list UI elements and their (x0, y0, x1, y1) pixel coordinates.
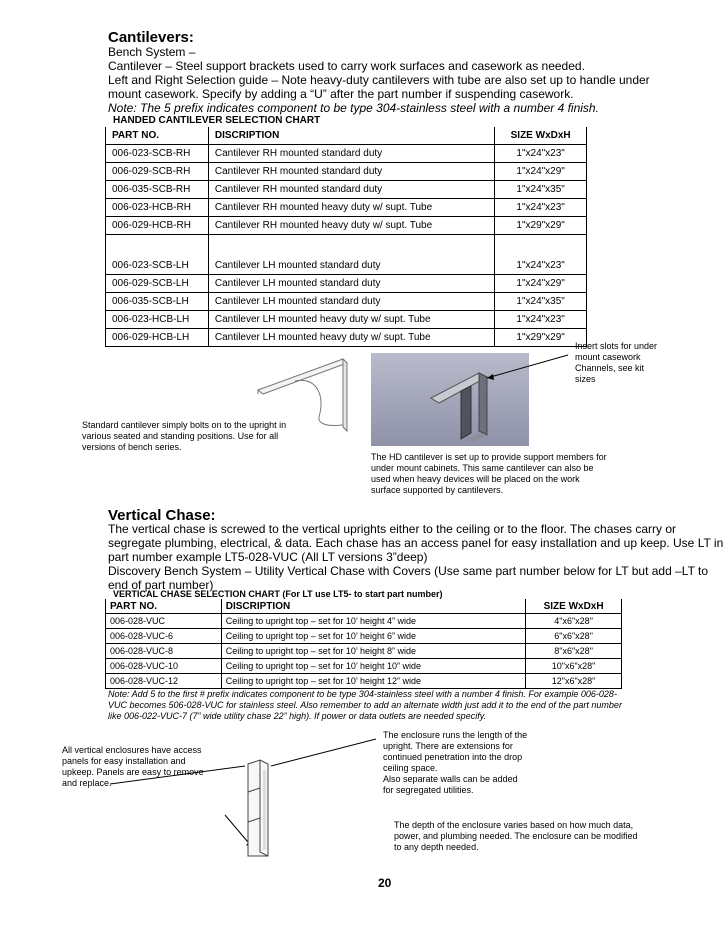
caption-line: used when heavy devices will be placed on the work (371, 474, 580, 484)
vertical-chase-intro (108, 522, 723, 592)
caption-line: Standard cantilever simply bolts on to the upright in (82, 420, 287, 430)
part-no: 006-029-SCB-RH (106, 163, 209, 181)
caption-line: power, and plumbing needed. The enclosure can be modified (394, 831, 638, 841)
caption-line: mount casework (575, 352, 641, 362)
size: 1"x24"x23" (495, 145, 587, 163)
description: Ceiling to upright top – set for 10’ height 8” wide (221, 644, 525, 659)
part-no: 006-023-HCB-RH (106, 199, 209, 217)
vertical-chase-note (108, 689, 622, 722)
part-no: 006-023-SCB-LH (106, 257, 209, 275)
description: Cantilever RH mounted heavy duty w/ supt. Tube (208, 217, 494, 235)
size: 1"x24"x35" (495, 293, 587, 311)
caption-line: ceiling space. (383, 763, 438, 773)
caption-line: upkeep. Panels are easy to remove (62, 767, 204, 777)
description: Cantilever LH mounted heavy duty w/ supt. Tube (208, 329, 494, 347)
cantilevers-heading: Cantilevers: (108, 29, 194, 46)
part-no: 006-028-VUC (106, 614, 222, 629)
part-no: 006-028-VUC-12 (106, 674, 222, 689)
note-line: VUC becomes 506-028-VUC for stainless steel. Also remember to add an alternate width just add it to the end of the part number (108, 700, 622, 710)
intro-line: Left and Right Selection guide – Note heavy-duty cantilevers with tube are also set up to handle under (108, 73, 650, 87)
size: 8"x6"x28" (526, 644, 622, 659)
vertical-chase-chart-title: VERTICAL CHASE SELECTION CHART (For LT use LT5- to start part number) (113, 589, 443, 599)
part-no: 006-023-HCB-LH (106, 311, 209, 329)
caption-line: The enclosure runs the length of the (383, 730, 528, 740)
part-no: 006-028-VUC-8 (106, 644, 222, 659)
description: Ceiling to upright top – set for 10’ height 12” wide (221, 674, 525, 689)
table-row (106, 674, 622, 689)
col-header-size: SIZE WxDxH (526, 599, 622, 614)
part-no: 006-029-HCB-LH (106, 329, 209, 347)
size: 10"x6"x28" (526, 659, 622, 674)
insert-slots-caption (575, 341, 657, 385)
description: Cantilever RH mounted heavy duty w/ supt. Tube (208, 199, 494, 217)
part-no: 006-035-SCB-LH (106, 293, 209, 311)
col-header-part: PART NO. (106, 127, 209, 145)
description: Cantilever RH mounted standard duty (208, 181, 494, 199)
description: Cantilever RH mounted standard duty (208, 163, 494, 181)
size: 1"x24"x35" (495, 181, 587, 199)
caption-line: All vertical enclosures have access (62, 745, 202, 755)
description: Cantilever LH mounted standard duty (214, 260, 381, 271)
page-number: 20 (378, 876, 392, 890)
description: Cantilever LH mounted heavy duty w/ supt. Tube (208, 311, 494, 329)
caption-line: under mount cabinets. This same cantilever can also be (371, 463, 594, 473)
table-row (106, 659, 622, 674)
size: 1"x24"x29" (495, 275, 587, 293)
description: Ceiling to upright top – set for 10’ height 10” wide (221, 659, 525, 674)
size: 12"x6"x28" (526, 674, 622, 689)
size: 4"x6"x28" (526, 614, 622, 629)
caption-line: The depth of the enclosure varies based on how much data, (394, 820, 634, 830)
caption-line: various seated and standing positions. Use for all (82, 431, 279, 441)
intro-line: mount casework. Specify by adding a “U” after the part number if suspending casework. (108, 87, 574, 101)
vertical-chase-drawing (244, 758, 274, 858)
caption-line: Insert slots for under (575, 341, 658, 351)
caption-line: sizes (575, 374, 596, 384)
part-no: 006-029-HCB-RH (106, 217, 209, 235)
col-header-description: DISCRIPTION (225, 600, 291, 612)
caption-line: panels for easy installation and (62, 756, 186, 766)
caption-line: Also separate walls can be added (383, 774, 518, 784)
caption-line: continued penetration into the drop (383, 752, 523, 762)
description: Ceiling to upright top – set for 10’ height 6” wide (221, 629, 525, 644)
caption-line: upright. There are extensions for (383, 741, 513, 751)
caption-line: and replace. (62, 778, 112, 788)
intro-line: part number example LT5-028-VUC (All LT versions 3”deep) (108, 550, 428, 564)
enclosure-length-caption (383, 730, 527, 796)
table-row (106, 644, 622, 659)
part-no: 006-029-SCB-LH (106, 275, 209, 293)
intro-line: segregate plumbing, electrical, & data. Each chase has an access panel for easy installation and up keep. Use LT in (108, 536, 724, 550)
cantilever-chart-title: HANDED CANTILEVER SELECTION CHART (113, 115, 321, 126)
description: Cantilever LH mounted standard duty (208, 275, 494, 293)
access-panels-caption (62, 745, 204, 789)
description: Ceiling to upright top – set for 10’ height 4” wide (221, 614, 525, 629)
caption-line: The HD cantilever is set up to provide support members for (371, 452, 607, 462)
part-no: 006-028-VUC-10 (106, 659, 222, 674)
description: Cantilever LH mounted standard duty (208, 293, 494, 311)
col-header-part: PART NO. (106, 599, 222, 614)
caption-line: Channels, see kit (575, 363, 645, 373)
col-header-size: SIZE WxDxH (495, 127, 587, 145)
table-header-row (106, 599, 622, 614)
part-no: 006-035-SCB-RH (106, 181, 209, 199)
intro-line: Cantilever – Steel support brackets used to carry work surfaces and casework as needed. (108, 59, 585, 73)
note-line: like 006-022-VUC-7 (7” wide utility chase 22” high). If power or data outlets are needed specify. (108, 711, 487, 721)
part-no: 006-028-VUC-6 (106, 629, 222, 644)
table-row (106, 614, 622, 629)
size: 1"x24"x23" (495, 311, 587, 329)
description: Cantilever RH mounted standard duty (208, 145, 494, 163)
caption-line: surface supported by cantilevers. (371, 485, 504, 495)
stainless-note: Note: The 5 prefix indicates component to be type 304-stainless steel with a number 4 finish. (108, 101, 599, 115)
standard-cantilever-caption (82, 420, 286, 453)
caption-line: for segregated utilities. (383, 785, 474, 795)
note-line: Note: Add 5 to the first # prefix indicates component to be type 304-stainless steel with a number 4 finish. For example 006-028- (108, 689, 617, 699)
caption-line: to any depth needed. (394, 842, 479, 852)
size: 6"x6"x28" (526, 629, 622, 644)
hd-cantilever-caption (371, 452, 607, 496)
caption-line: versions of bench series. (82, 442, 182, 452)
vertical-chase-heading: Vertical Chase: (108, 507, 216, 524)
part-no: 006-023-SCB-RH (106, 145, 209, 163)
size: 1"x24"x23" (495, 257, 587, 275)
intro-line: end of part number) (108, 578, 214, 592)
size: 1"x29"x29" (495, 217, 587, 235)
enclosure-depth-caption (394, 820, 638, 853)
size: 1"x24"x29" (495, 163, 587, 181)
intro-line: Bench System – (108, 45, 196, 59)
intro-line: Discovery Bench System – Utility Vertical Chase with Covers (Use same part number below for LT but add –LT to (108, 564, 709, 578)
intro-line: The vertical chase is screwed to the vertical uprights either to the ceiling or to the floor. The chases carry or (108, 522, 677, 536)
col-header-description: DISCRIPTION (214, 130, 280, 141)
size: 1"x29"x29" (495, 329, 587, 347)
table-row (106, 629, 622, 644)
size: 1"x24"x23" (495, 199, 587, 217)
vertical-chase-table (105, 599, 622, 689)
